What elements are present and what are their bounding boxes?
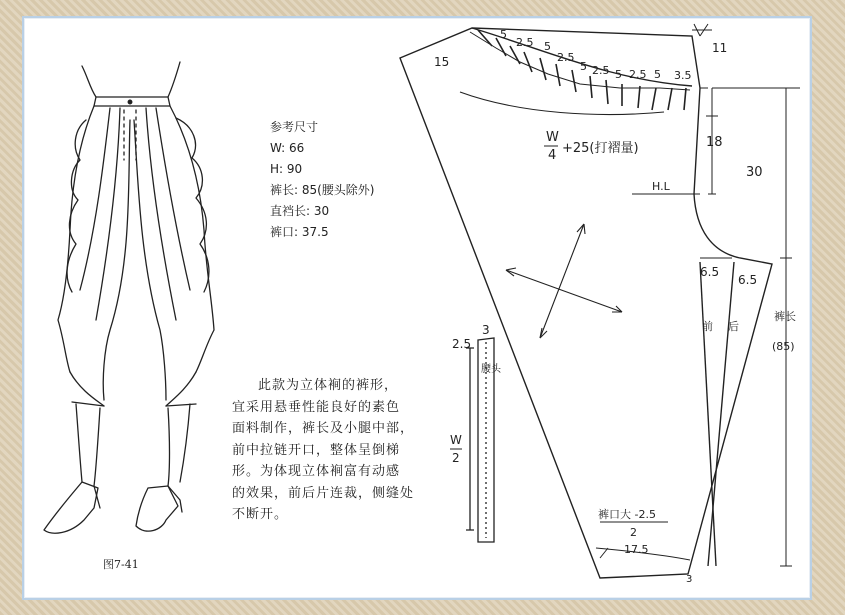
hem-formula-bottom: 2 <box>630 526 637 539</box>
pleat-mark: 5 <box>654 68 661 81</box>
dim-30: 30 <box>746 165 763 180</box>
dim-18: 18 <box>706 135 723 150</box>
hem-17-5: 17.5 <box>624 543 649 556</box>
waistband-left-dim: 2.5 <box>452 337 472 351</box>
crotch-left: 6.5 <box>700 265 720 279</box>
dim-top-right: 11 <box>712 41 728 55</box>
waistband-formula-den: 2 <box>452 451 460 465</box>
pleat-mark: 5 <box>615 68 622 81</box>
style-description <box>232 375 462 526</box>
reference-row: 裤口: 37.5 <box>270 225 329 239</box>
pleat-mark: 5 <box>580 60 587 73</box>
description-line: 此款为立体裥的裤形， <box>258 378 399 393</box>
waist-formula <box>544 130 639 163</box>
reference-row: 裤长: 85(腰头除外) <box>270 183 375 197</box>
description-line: 不断开。 <box>232 507 289 522</box>
waist-formula-den: 4 <box>548 148 557 163</box>
reference-title: 参考尺寸 <box>270 120 319 134</box>
bottom-mark: 3 <box>686 574 693 585</box>
waistband-top-dim: 3 <box>482 323 490 337</box>
length-label: 裤长 <box>774 310 796 323</box>
description-line: 的效果，前后片连裁，侧缝处 <box>232 485 415 501</box>
length-value: (85) <box>772 340 795 353</box>
dim-top-left: 15 <box>434 55 450 69</box>
hip-line-label: H.L <box>652 180 670 193</box>
reference-row: H: 90 <box>270 162 303 176</box>
waistband-formula-num: W <box>450 433 462 447</box>
pleat-mark: 2.5 <box>629 68 647 81</box>
reference-row: W: 66 <box>270 141 305 155</box>
pleat-marks <box>500 28 692 82</box>
description-line: 宜采用悬垂性能良好的素色 <box>232 399 401 415</box>
front-label: 前 <box>702 320 713 333</box>
dimension-lines <box>700 88 800 566</box>
description-line: 面料制作，裤长及小腿中部， <box>232 421 415 436</box>
pleat-mark: 5 <box>544 40 551 53</box>
pleat-mark: 2.5 <box>557 51 575 64</box>
pleat-mark: 2.5 <box>516 36 534 49</box>
waist-formula-rest: +25(打褶量) <box>562 141 639 156</box>
pants-illustration <box>44 62 214 533</box>
reference-sizes <box>270 117 375 243</box>
hem-formula-top: 裤口大 -2.5 <box>598 508 656 521</box>
waist-formula-num: W <box>546 130 559 145</box>
crotch-right: 6.5 <box>738 273 758 287</box>
back-label: 后 <box>728 320 739 333</box>
pleat-mark: 5 <box>500 28 507 41</box>
hem-formula <box>598 507 668 539</box>
pleat-mark: 3.5 <box>674 69 692 82</box>
waistband-word: 腰头 <box>481 364 501 375</box>
pleat-mark: 2.5 <box>592 64 610 77</box>
figure-label: 图7-41 <box>103 558 139 571</box>
reference-row: 直裆长: 30 <box>270 204 330 218</box>
description-line: 前中拉链开口，整体呈倒梯 <box>232 442 401 458</box>
description-line: 形。为体现立体裥富有动感 <box>232 464 401 479</box>
